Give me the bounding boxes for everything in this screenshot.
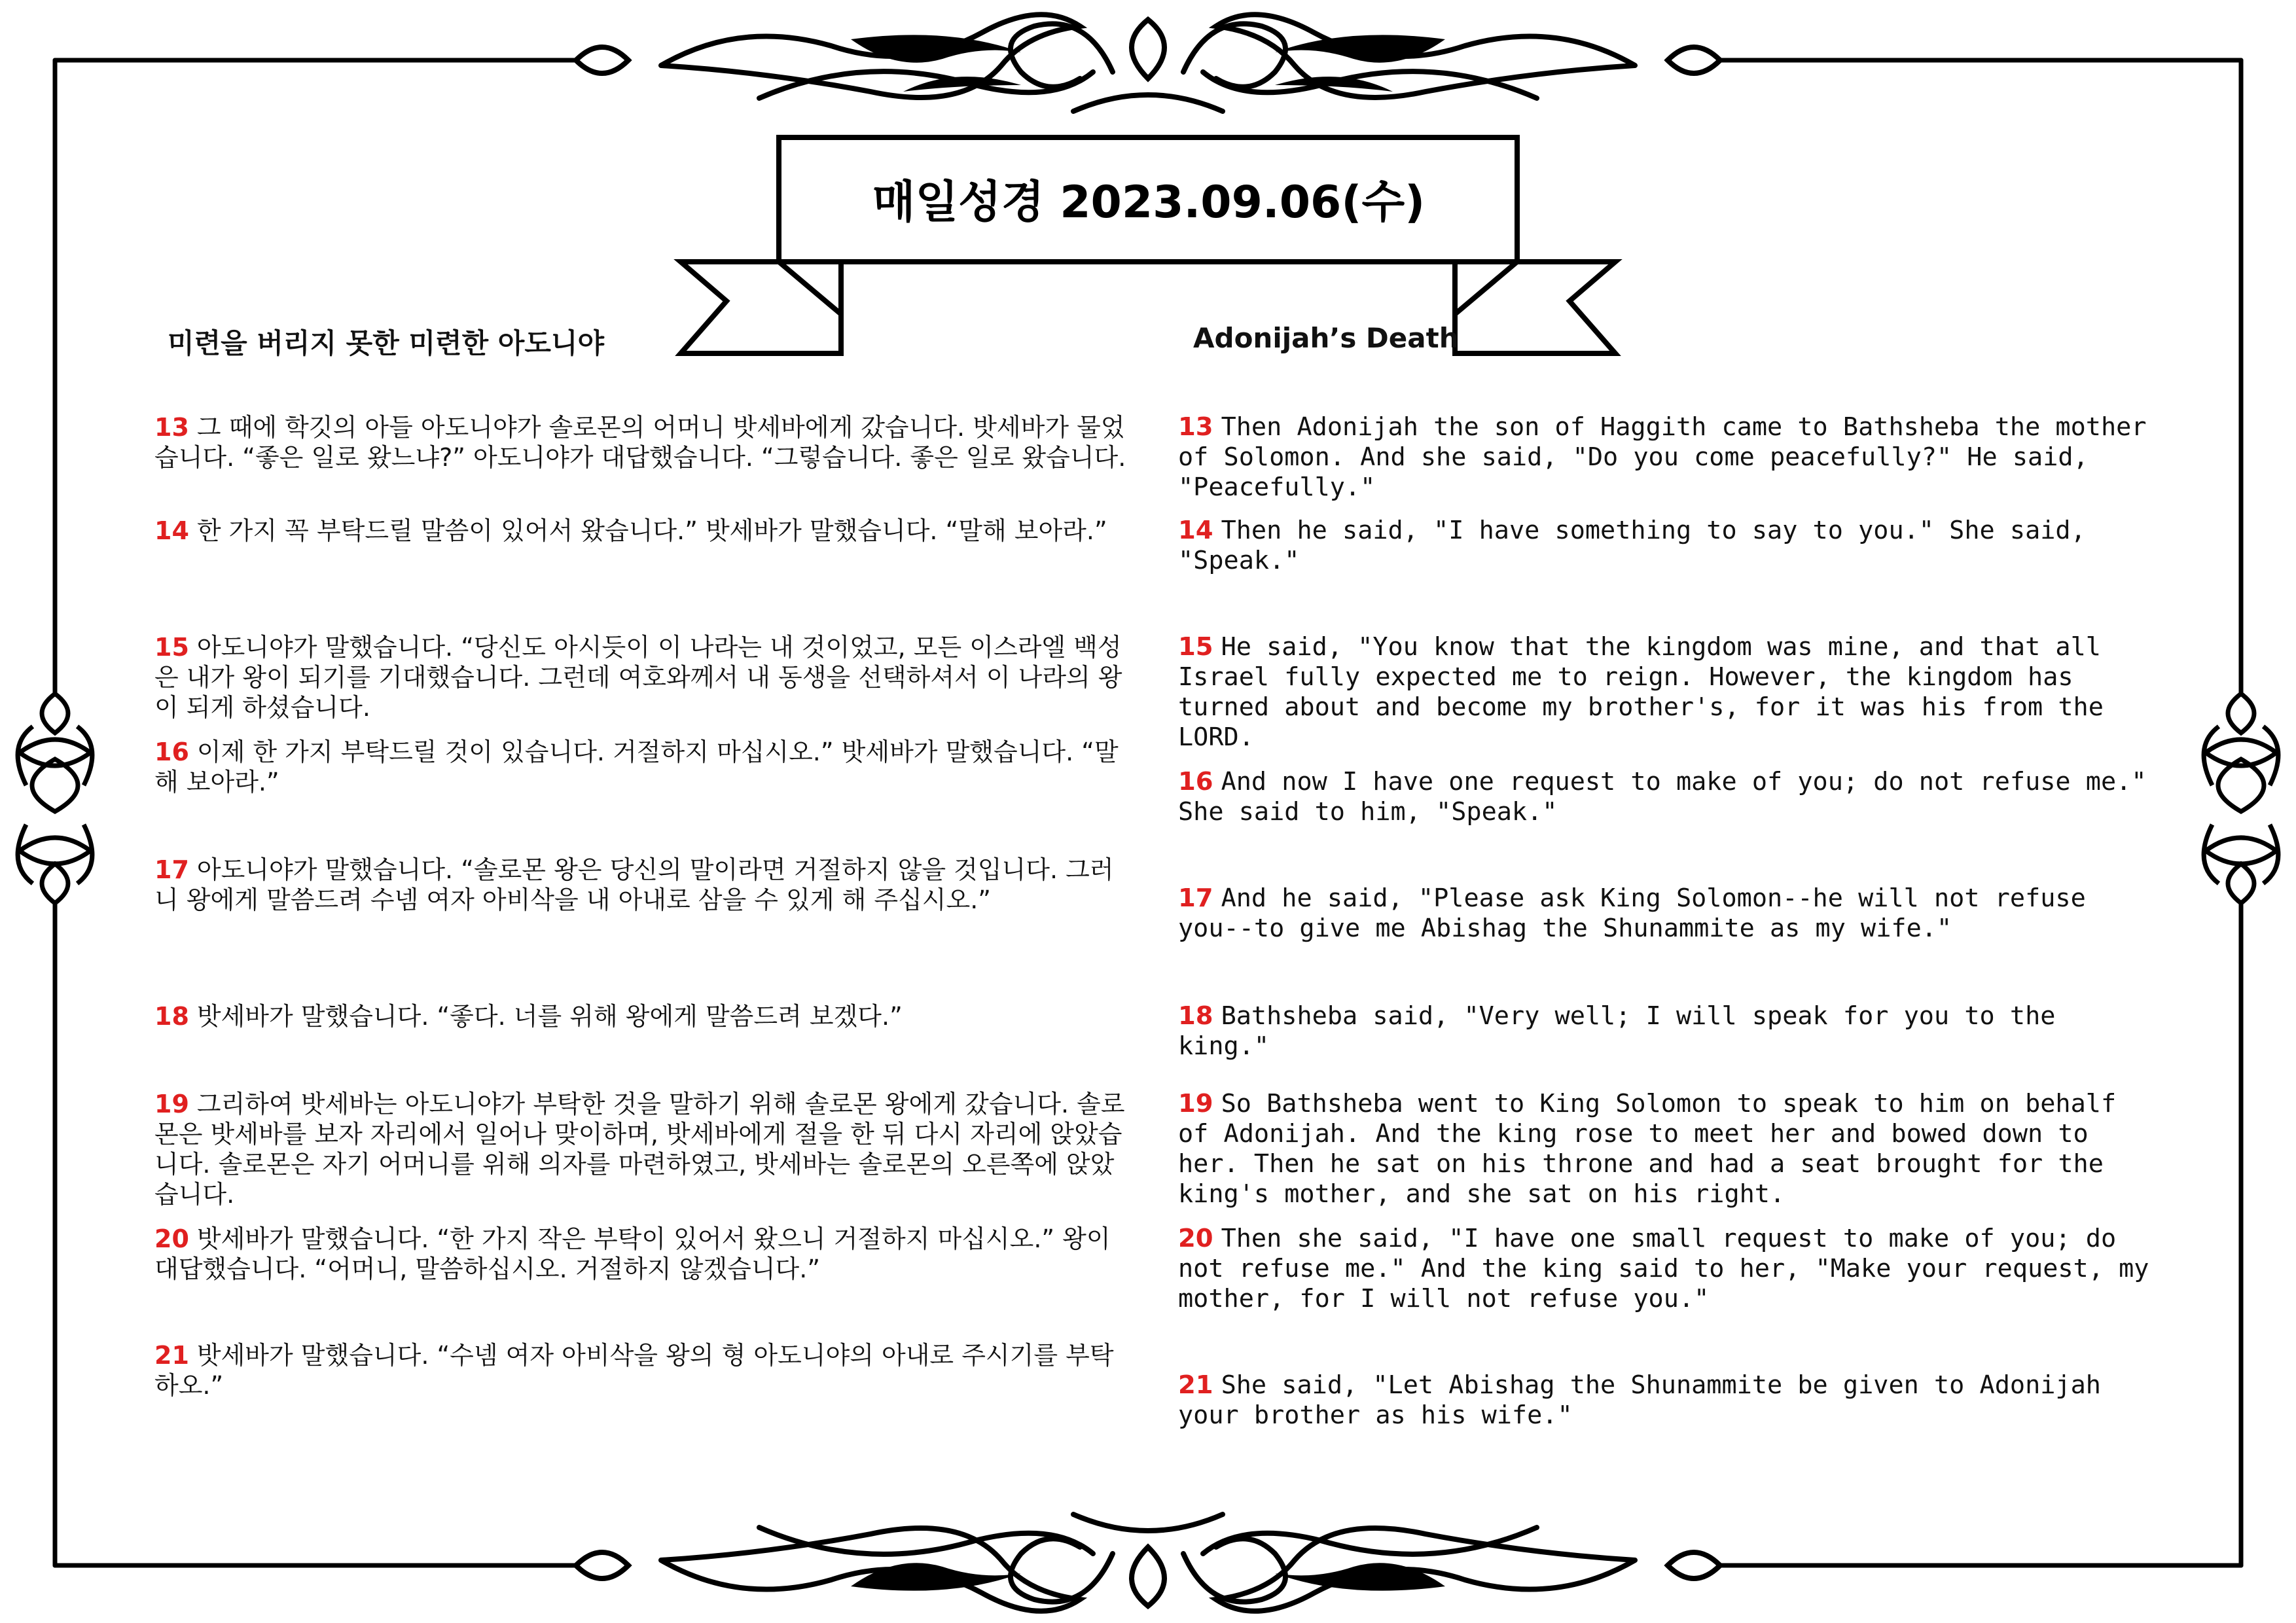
verse-ko-14 [154,516,1130,546]
verse-en-19 [1178,1089,2160,1209]
verse-number: 21 [154,1341,189,1370]
verse-number: 18 [154,1002,189,1031]
verse-text: Then she said, "I have one small request to make of you; do not refuse me." And the king said to her, "Make your request, my mother, for I will not refuse you." [1178,1224,2149,1313]
verse-number: 21 [1178,1370,1213,1400]
verse-number: 14 [1178,516,1213,545]
right-flourish [2204,694,2278,903]
left-flourish [18,694,92,903]
verse-en-15 [1178,632,2160,753]
verse-number: 15 [1178,632,1213,662]
verse-text: 이제 한 가지 부탁드릴 것이 있습니다. 거절하지 마십시오.” 밧세바가 말했습니다. “말해 보아라.” [154,738,1119,796]
verse-ko-20 [154,1224,1130,1284]
korean-heading: 미련을 버리지 못한 미련한 아도니야 [168,327,605,359]
verse-text: And he said, "Please ask King Solomon--he will not refuse you--to give me Abishag the Shunammite as my wife." [1178,883,2086,943]
verse-text: Then Adonijah the son of Haggith came to Bathsheba the mother of Solomon. And she said, "Do you come peacefully?" He said, "Peacefully." [1178,412,2147,502]
bottom-flourish [576,1514,1720,1611]
verse-en-21 [1178,1370,2160,1431]
verse-number: 20 [154,1224,189,1253]
verse-number: 20 [1178,1224,1213,1253]
verse-ko-19 [154,1089,1130,1209]
verse-ko-21 [154,1340,1130,1400]
verse-text: 아도니야가 말했습니다. “솔로몬 왕은 당신의 말이라면 거절하지 않을 것입니다. 그러니 왕에게 말씀드려 수넴 여자 아비삭을 내 아내로 삼을 수 있게 해 주십시오.” [154,855,1114,914]
verse-en-13 [1178,412,2160,503]
verse-number: 17 [154,855,189,884]
english-heading: Adonijah’s Death [1193,322,1459,354]
verse-number: 13 [1178,412,1213,442]
verse-text: 밧세바가 말했습니다. “수넴 여자 아비삭을 왕의 형 아도니야의 아내로 주시기를 부탁하오.” [154,1341,1114,1400]
verse-text: And now I have one request to make of you; do not refuse me." She said to him, "Speak." [1178,767,2147,827]
verse-number: 18 [1178,1001,1213,1031]
verse-text: 밧세바가 말했습니다. “좋다. 너를 위해 왕에게 말씀드려 보겠다.” [196,1002,903,1031]
verse-text: 한 가지 꼭 부탁드릴 말씀이 있어서 왔습니다.” 밧세바가 말했습니다. “말해 보아라.” [196,516,1107,545]
verse-text: He said, "You know that the kingdom was mine, and that all Israel fully expected me to reign. However, the kingdom has turned about and become my brother's, for it was his from the LORD. [1178,632,2104,752]
verse-number: 14 [154,516,189,545]
verse-en-14 [1178,516,2160,576]
verse-number: 19 [154,1090,189,1118]
verse-ko-15 [154,632,1130,722]
verse-text: 그리하여 밧세바는 아도니야가 부탁한 것을 말하기 위해 솔로몬 왕에게 갔습니다. 솔로몬은 밧세바를 보자 자리에서 일어나 맞이하며, 밧세바에게 절을 한 뒤 다시 자리에 앉았습니다. 솔로몬은 자기 어머니를 위해 의자를 마련하였고, 밧세바는 솔로몬의 오른쪽에 앉았습니다. [154,1090,1125,1209]
verse-en-16 [1178,767,2160,827]
verse-ko-16 [154,737,1130,797]
top-flourish [576,14,1720,111]
verse-text: 그 때에 학깃의 아들 아도니야가 솔로몬의 어머니 밧세바에게 갔습니다. 밧세바가 물었습니다. “좋은 일로 왔느냐?” 아도니야가 대답했습니다. “그렇습니다. 좋은 일로 왔습니다. [154,413,1126,472]
page-title: 매일성경 2023.09.06(수) [872,176,1426,228]
verse-number: 15 [154,633,189,662]
verse-en-20 [1178,1224,2160,1314]
verse-text: Then he said, "I have something to say to you." She said, "Speak." [1178,516,2086,575]
verse-number: 13 [154,413,189,442]
verse-number: 16 [154,738,189,766]
verse-number: 16 [1178,767,1213,796]
verse-ko-13 [154,412,1130,473]
verse-text: 아도니야가 말했습니다. “당신도 아시듯이 이 나라는 내 것이었고, 모든 이스라엘 백성은 내가 왕이 되기를 기대했습니다. 그런데 여호와께서 내 동생을 선택하셔서 이 나라의 왕이 되게 하셨습니다. [154,633,1122,722]
verse-number: 19 [1178,1089,1213,1118]
verse-en-18 [1178,1001,2160,1061]
verse-en-17 [1178,883,2160,944]
verse-text: So Bathsheba went to King Solomon to speak to him on behalf of Adonijah. And the king rose to meet her and bowed down to her. Then he sat on his throne and had a seat brought for the king's mother, and she sat on his right. [1178,1089,2117,1209]
verse-number: 17 [1178,883,1213,913]
verse-text: She said, "Let Abishag the Shunammite be given to Adonijah your brother as his wife." [1178,1370,2101,1430]
verse-ko-18 [154,1001,1130,1031]
verse-ko-17 [154,855,1130,915]
verse-text: Bathsheba said, "Very well; I will speak for you to the king." [1178,1001,2056,1061]
verse-text: 밧세바가 말했습니다. “한 가지 작은 부탁이 있어서 왔으니 거절하지 마십시오.” 왕이 대답했습니다. “어머니, 말씀하십시오. 거절하지 않겠습니다.” [154,1224,1111,1283]
